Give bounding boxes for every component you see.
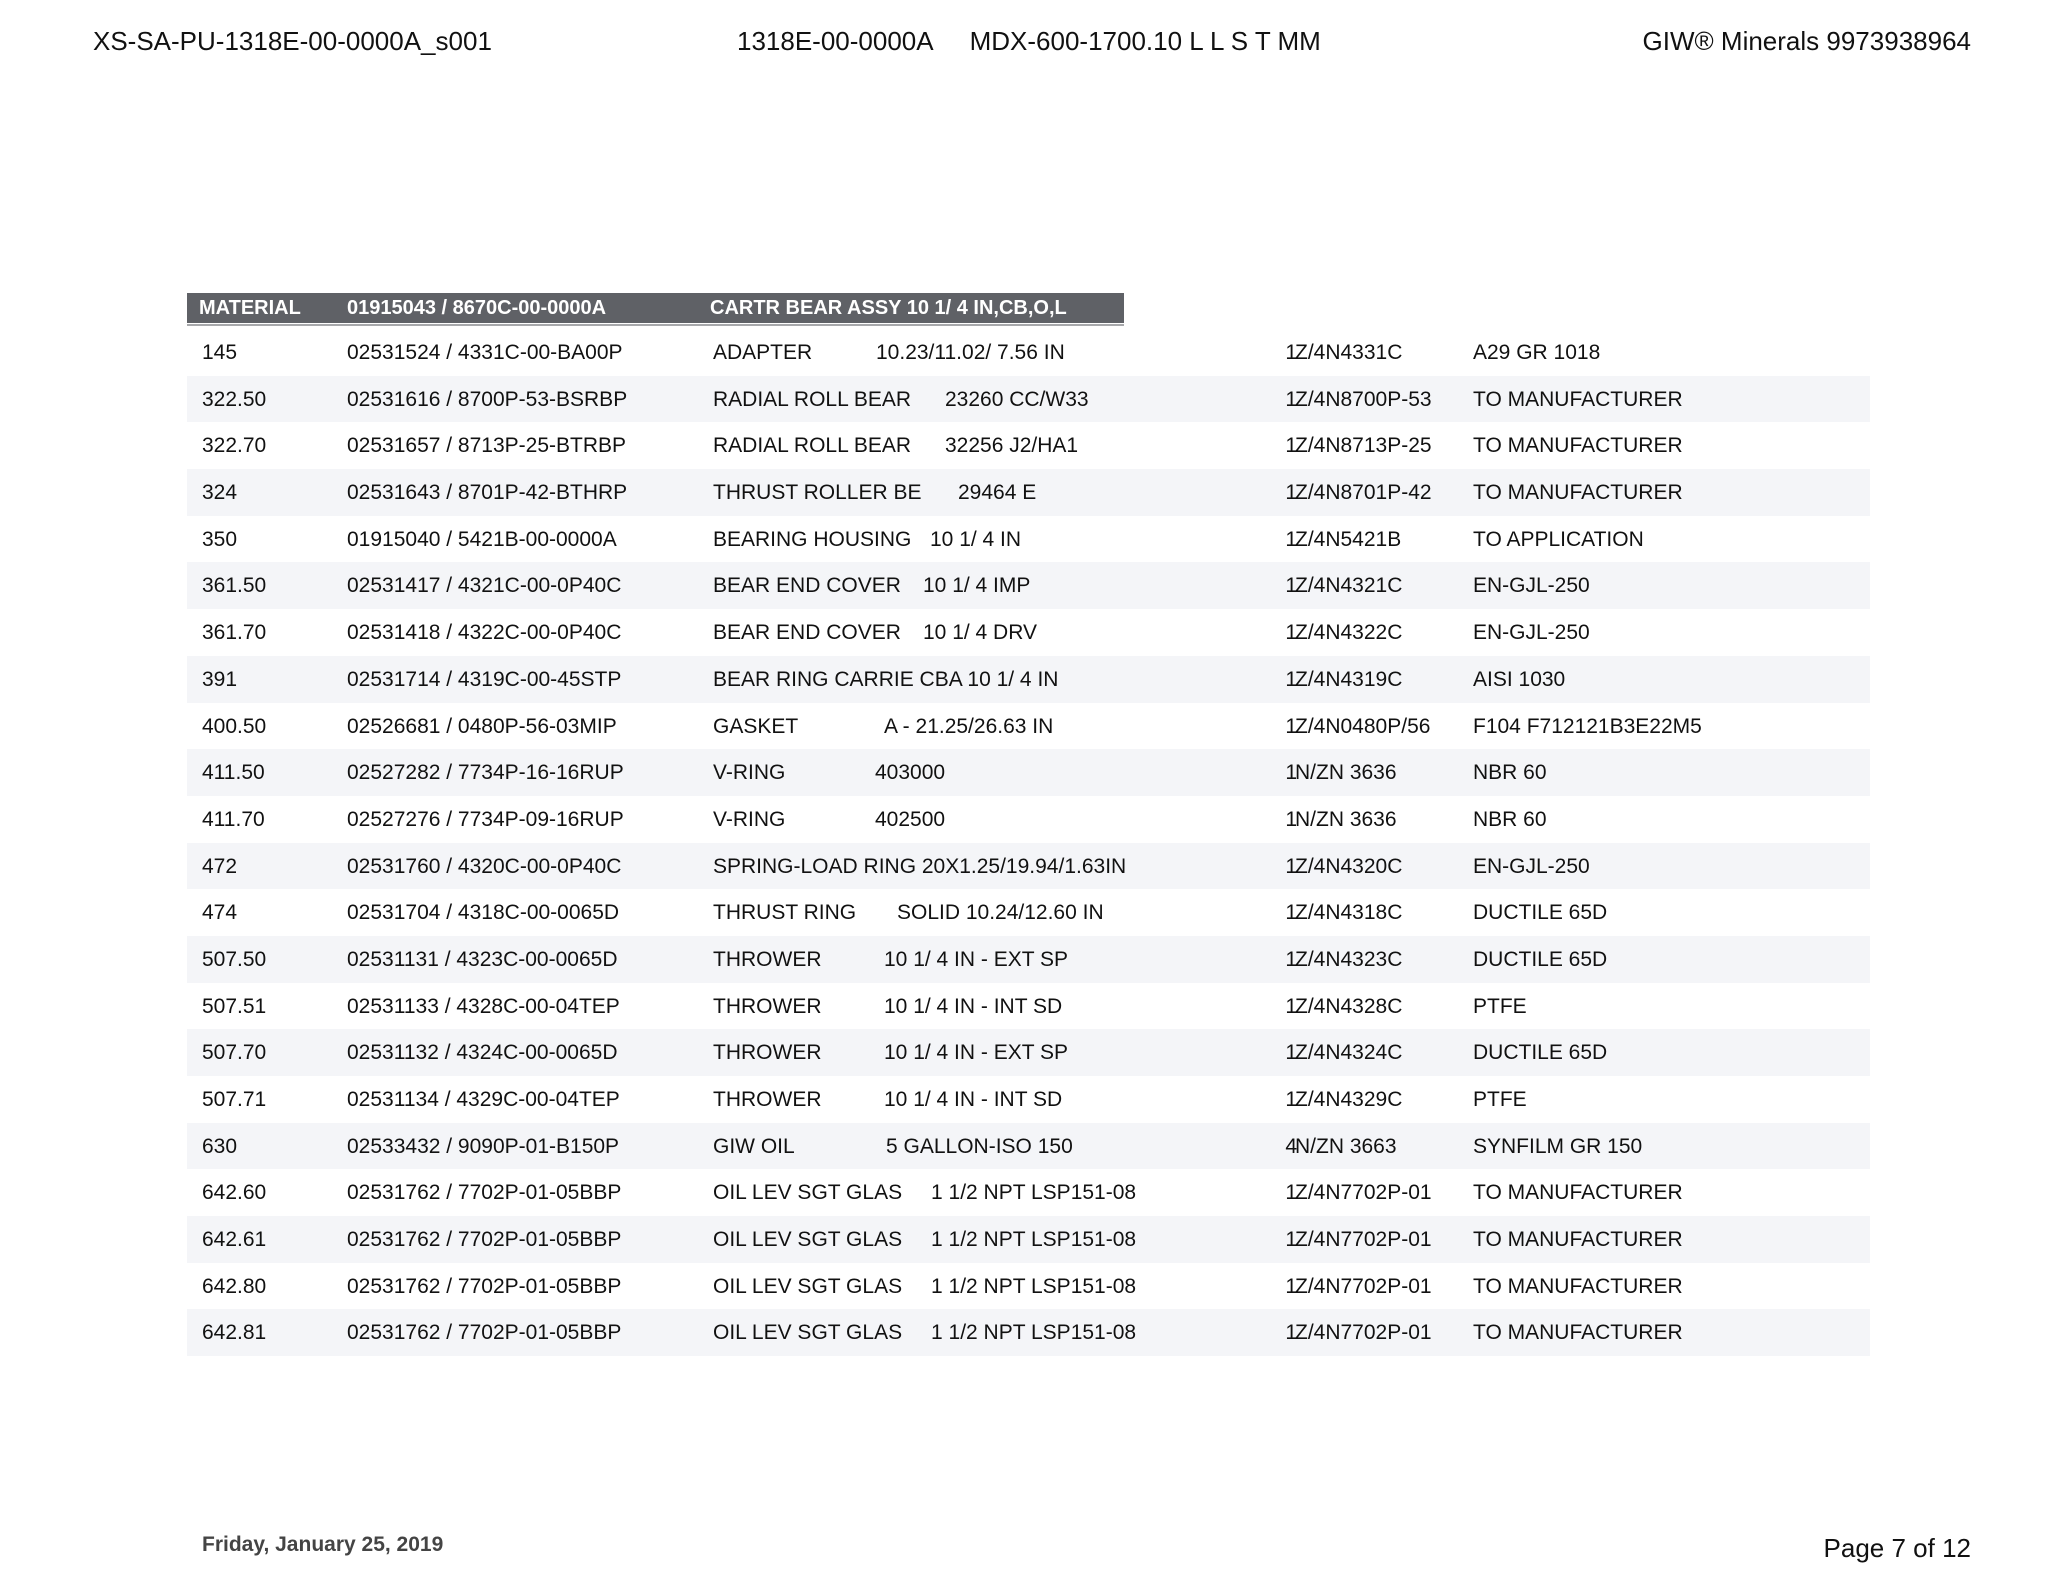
material-spec: EN-GJL-250 — [1473, 574, 1590, 598]
material-number: 02531762 / 7702P-01-05BBP — [347, 1228, 622, 1252]
table-row — [187, 1216, 1870, 1263]
quantity: 1 — [1285, 807, 1297, 831]
table-row — [187, 1169, 1870, 1216]
drawing-number: Z/4N8700P-53 — [1295, 387, 1432, 411]
quantity: 4 — [1285, 1134, 1297, 1158]
material-spec: PTFE — [1473, 1088, 1527, 1111]
material-number: 02531762 / 7702P-01-05BBP — [347, 1274, 622, 1298]
quantity: 1 — [1285, 1228, 1297, 1252]
part-spec: 29464 E — [958, 481, 1037, 505]
assembly-label: MATERIAL — [199, 297, 301, 319]
table-row — [187, 703, 1870, 750]
material-spec: TO MANUFACTURER — [1473, 1181, 1683, 1205]
part-description: RADIAL ROLL BEAR — [713, 434, 912, 458]
quantity: 1 — [1285, 761, 1297, 785]
material-spec: AISI 1030 — [1473, 667, 1566, 691]
part-description: GIW OIL — [713, 1134, 795, 1158]
material-number: 02531131 / 4323C-00-0065D — [347, 947, 618, 971]
material-spec: EN-GJL-250 — [1473, 854, 1590, 878]
material-spec: TO MANUFACTURER — [1473, 481, 1683, 505]
material-number: 02531762 / 7702P-01-05BBP — [347, 1181, 622, 1205]
quantity: 1 — [1285, 481, 1297, 505]
part-description: THRUST RING — [713, 901, 857, 925]
quantity: 1 — [1285, 1088, 1297, 1111]
material-spec: A29 GR 1018 — [1473, 341, 1601, 364]
part-description: V-RING — [713, 807, 786, 831]
pump-model: MDX-600-1700.10 L L S T MM — [969, 26, 1321, 56]
part-description: OIL LEV SGT GLAS — [713, 1228, 903, 1252]
table-row — [187, 843, 1870, 890]
material-number: 02526681 / 0480P-56-03MIP — [347, 714, 617, 738]
material-number: 02531704 / 4318C-00-0065D — [347, 901, 620, 925]
part-description: ADAPTER — [713, 341, 813, 364]
part-description: THROWER — [713, 947, 822, 971]
material-spec: EN-GJL-250 — [1473, 621, 1590, 645]
drawing-number: N/ZN 3636 — [1295, 761, 1397, 785]
material-spec: DUCTILE 65D — [1473, 947, 1608, 971]
drawing-number: Z/4N5421B — [1295, 527, 1402, 551]
quantity: 1 — [1285, 994, 1297, 1018]
part-spec: 1 1/2 NPT LSP151-08 — [931, 1228, 1137, 1252]
table-row — [187, 983, 1870, 1030]
material-spec: NBR 60 — [1473, 761, 1547, 785]
assembly-number: 1318E-00-0000A — [737, 26, 934, 56]
drawing-number: Z/4N7702P-01 — [1295, 1274, 1432, 1298]
quantity: 1 — [1285, 387, 1297, 411]
parts-table — [187, 329, 1870, 1356]
drawing-number: Z/4N4323C — [1295, 947, 1403, 971]
item-position: 350 — [202, 527, 238, 551]
item-position: 642.80 — [202, 1274, 267, 1298]
drawing-number: Z/4N0480P/56 — [1295, 714, 1431, 738]
table-row — [187, 796, 1870, 843]
print-date: Friday, January 25, 2019 — [202, 1533, 444, 1556]
material-number: 01915040 / 5421B-00-0000A — [347, 527, 617, 551]
part-description: BEAR END COVER — [713, 621, 901, 645]
item-position: 507.70 — [202, 1041, 267, 1065]
table-row — [187, 656, 1870, 703]
item-position: 642.81 — [202, 1321, 267, 1345]
table-row — [187, 1263, 1870, 1310]
material-spec: TO APPLICATION — [1473, 527, 1644, 551]
assembly-header-bar — [187, 293, 1124, 323]
quantity: 1 — [1285, 621, 1297, 645]
part-description: V-RING — [713, 761, 786, 785]
part-description: SPRING-LOAD RING 20X1.25/19.94/1.63IN — [713, 854, 1127, 878]
part-spec: 1 1/2 NPT LSP151-08 — [931, 1181, 1137, 1205]
drawing-number: N/ZN 3636 — [1295, 807, 1397, 831]
part-spec: 10 1/ 4 DRV — [923, 621, 1038, 645]
part-spec: 1 1/2 NPT LSP151-08 — [931, 1274, 1137, 1298]
drawing-number: Z/4N4324C — [1295, 1041, 1403, 1065]
part-spec: 23260 CC/W33 — [945, 387, 1089, 411]
item-position: 507.71 — [202, 1088, 267, 1111]
material-number: 02527276 / 7734P-09-16RUP — [347, 807, 624, 831]
quantity: 1 — [1285, 947, 1297, 971]
quantity: 1 — [1285, 527, 1297, 551]
drawing-number: N/ZN 3663 — [1295, 1134, 1397, 1158]
quantity: 1 — [1285, 341, 1297, 364]
part-description: OIL LEV SGT GLAS — [713, 1274, 903, 1298]
item-position: 630 — [202, 1134, 238, 1158]
part-description: BEAR RING CARRIE CBA 10 1/ 4 IN — [713, 667, 1059, 691]
part-description: THROWER — [713, 994, 822, 1018]
material-spec: TO MANUFACTURER — [1473, 1228, 1683, 1252]
part-spec: 10 1/ 4 IMP — [923, 574, 1031, 598]
material-spec: TO MANUFACTURER — [1473, 1274, 1683, 1298]
table-row — [187, 329, 1870, 376]
part-description: THROWER — [713, 1041, 822, 1065]
drawing-number: Z/4N4319C — [1295, 667, 1403, 691]
drawing-number: Z/4N8713P-25 — [1295, 434, 1432, 458]
part-spec: A - 21.25/26.63 IN — [884, 714, 1054, 738]
part-description: BEARING HOUSING — [713, 527, 912, 551]
part-spec: 10 1/ 4 IN — [930, 527, 1022, 551]
material-number: 02531762 / 7702P-01-05BBP — [347, 1321, 622, 1345]
material-number: 02531657 / 8713P-25-BTRBP — [347, 434, 627, 458]
material-number: 02531760 / 4320C-00-0P40C — [347, 854, 622, 878]
material-number: 02527282 / 7734P-16-16RUP — [347, 761, 624, 785]
drawing-number: Z/4N4331C — [1295, 341, 1403, 364]
part-spec: 10 1/ 4 IN - INT SD — [884, 994, 1063, 1018]
document-title — [737, 26, 1321, 57]
part-description: RADIAL ROLL BEAR — [713, 387, 912, 411]
table-row — [187, 889, 1870, 936]
material-spec: NBR 60 — [1473, 807, 1547, 831]
table-row — [187, 1123, 1870, 1170]
table-row — [187, 609, 1870, 656]
material-number: 02531132 / 4324C-00-0065D — [347, 1041, 618, 1065]
drawing-number: Z/4N4320C — [1295, 854, 1403, 878]
quantity: 1 — [1285, 1274, 1297, 1298]
part-spec: 10.23/11.02/ 7.56 IN — [876, 341, 1065, 364]
quantity: 1 — [1285, 714, 1297, 738]
material-spec: DUCTILE 65D — [1473, 901, 1608, 925]
material-number: 02531417 / 4321C-00-0P40C — [347, 574, 622, 598]
assembly-description: CARTR BEAR ASSY 10 1/ 4 IN,CB,O,L — [710, 297, 1067, 319]
material-spec: F104 F712121B3E22M5 — [1473, 714, 1702, 738]
material-spec: PTFE — [1473, 994, 1527, 1018]
item-position: 507.50 — [202, 947, 267, 971]
table-row — [187, 376, 1870, 423]
item-position: 411.50 — [202, 761, 265, 785]
drawing-number: Z/4N7702P-01 — [1295, 1228, 1432, 1252]
part-description: THROWER — [713, 1088, 822, 1111]
table-row — [187, 1309, 1870, 1356]
drawing-number: Z/4N4322C — [1295, 621, 1403, 645]
item-position: 642.61 — [202, 1228, 267, 1252]
quantity: 1 — [1285, 1041, 1297, 1065]
part-description: GASKET — [713, 714, 799, 738]
material-number: 02531524 / 4331C-00-BA00P — [347, 341, 623, 364]
item-position: 145 — [202, 341, 238, 364]
part-description: BEAR END COVER — [713, 574, 901, 598]
part-spec: 1 1/2 NPT LSP151-08 — [931, 1321, 1137, 1345]
material-number: 02531133 / 4328C-00-04TEP — [347, 994, 620, 1018]
quantity: 1 — [1285, 574, 1297, 598]
company-id: GIW® Minerals 9973938964 — [1642, 26, 1971, 56]
material-number: 02533432 / 9090P-01-B150P — [347, 1134, 620, 1158]
item-position: 411.70 — [202, 807, 265, 831]
quantity: 1 — [1285, 434, 1297, 458]
item-position: 361.50 — [202, 574, 267, 598]
table-row — [187, 469, 1870, 516]
table-row — [187, 749, 1870, 796]
table-row — [187, 516, 1870, 563]
item-position: 400.50 — [202, 714, 267, 738]
material-spec: SYNFILM GR 150 — [1473, 1134, 1643, 1158]
quantity: 1 — [1285, 1181, 1297, 1205]
drawing-number: Z/4N7702P-01 — [1295, 1181, 1432, 1205]
item-position: 507.51 — [202, 994, 267, 1018]
table-row — [187, 422, 1870, 469]
drawing-number: Z/4N4318C — [1295, 901, 1403, 925]
quantity: 1 — [1285, 667, 1297, 691]
table-row — [187, 562, 1870, 609]
item-position: 472 — [202, 854, 238, 878]
part-spec: 10 1/ 4 IN - EXT SP — [884, 947, 1069, 971]
part-description: OIL LEV SGT GLAS — [713, 1321, 903, 1345]
material-spec: TO MANUFACTURER — [1473, 387, 1683, 411]
part-description: OIL LEV SGT GLAS — [713, 1181, 903, 1205]
page-number: Page 7 of 12 — [1823, 1533, 1971, 1563]
material-number: 02531418 / 4322C-00-0P40C — [347, 621, 622, 645]
item-position: 642.60 — [202, 1181, 267, 1205]
item-position: 391 — [202, 667, 238, 691]
material-spec: TO MANUFACTURER — [1473, 1321, 1683, 1345]
item-position: 324 — [202, 481, 238, 505]
drawing-number: Z/4N4329C — [1295, 1088, 1403, 1111]
material-number: 02531643 / 8701P-42-BTHRP — [347, 481, 628, 505]
table-row — [187, 936, 1870, 983]
part-spec: 402500 — [875, 807, 946, 831]
table-row — [187, 1076, 1870, 1123]
table-row — [187, 1029, 1870, 1076]
header-divider — [187, 324, 1124, 326]
part-spec: 10 1/ 4 IN - INT SD — [884, 1088, 1063, 1111]
drawing-number: Z/4N4328C — [1295, 994, 1403, 1018]
quantity: 1 — [1285, 901, 1297, 925]
assembly-material: 01915043 / 8670C-00-0000A — [347, 297, 607, 319]
quantity: 1 — [1285, 854, 1297, 878]
material-number: 02531616 / 8700P-53-BSRBP — [347, 387, 628, 411]
drawing-number: Z/4N4321C — [1295, 574, 1403, 598]
drawing-number: Z/4N7702P-01 — [1295, 1321, 1432, 1345]
part-spec: 5 GALLON-ISO 150 — [886, 1134, 1073, 1158]
part-spec: 32256 J2/HA1 — [945, 434, 1079, 458]
material-spec: DUCTILE 65D — [1473, 1041, 1608, 1065]
part-description: THRUST ROLLER BE — [713, 481, 922, 505]
item-position: 361.70 — [202, 621, 267, 645]
document-code: XS-SA-PU-1318E-00-0000A_s001 — [93, 26, 492, 56]
part-spec: 10 1/ 4 IN - EXT SP — [884, 1041, 1069, 1065]
material-number: 02531134 / 4329C-00-04TEP — [347, 1088, 620, 1111]
item-position: 474 — [202, 901, 238, 925]
material-number: 02531714 / 4319C-00-45STP — [347, 667, 622, 691]
part-spec: SOLID 10.24/12.60 IN — [897, 901, 1104, 925]
item-position: 322.50 — [202, 387, 267, 411]
item-position: 322.70 — [202, 434, 267, 458]
material-spec: TO MANUFACTURER — [1473, 434, 1683, 458]
quantity: 1 — [1285, 1321, 1297, 1345]
part-spec: 403000 — [875, 761, 946, 785]
drawing-number: Z/4N8701P-42 — [1295, 481, 1432, 505]
